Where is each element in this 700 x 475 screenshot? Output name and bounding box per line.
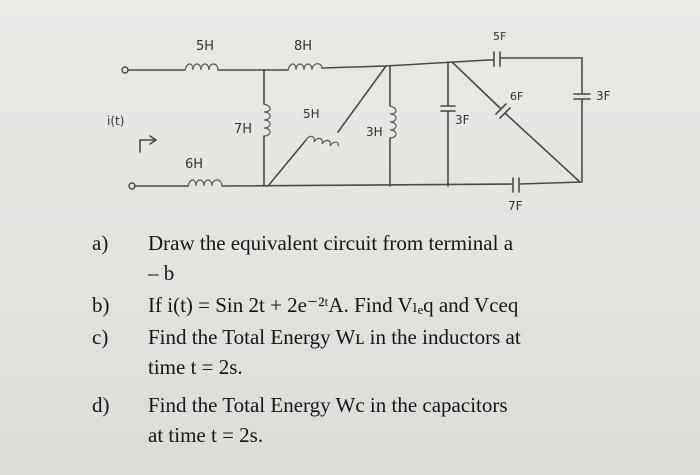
label-6h: 6H bbox=[185, 157, 204, 172]
current-source-arrow bbox=[140, 136, 156, 152]
question-d-line2: at time t = 2s. bbox=[148, 423, 264, 447]
label-5h-top: 5H bbox=[196, 39, 215, 54]
terminal-a bbox=[122, 67, 128, 73]
question-d bbox=[92, 390, 672, 450]
capacitor-vertical bbox=[441, 62, 455, 186]
question-a bbox=[92, 228, 652, 288]
capacitor-top bbox=[488, 52, 500, 66]
question-c-line1: Find the Total Energy Wʟ in the inductors at bbox=[148, 325, 521, 349]
question-a-letter: a) bbox=[92, 231, 109, 255]
label-7h: 7H bbox=[234, 122, 253, 137]
source-label: i(t) bbox=[107, 114, 125, 128]
label-8h: 8H bbox=[294, 39, 313, 54]
question-b bbox=[92, 290, 672, 322]
circuit-diagram bbox=[0, 0, 700, 220]
question-d-line1: Find the Total Energy Wc in the capacitors bbox=[148, 393, 508, 417]
capacitor-bottom bbox=[513, 178, 519, 192]
question-b-letter: b) bbox=[92, 293, 110, 317]
label-5h-diag: 5H bbox=[303, 107, 320, 121]
question-c bbox=[92, 322, 672, 382]
label-3f-right: 3F bbox=[596, 89, 611, 103]
question-b-line1: If i(t) = Sin 2t + 2e⁻²ᵗA. Find Vₗₑq and Vceq bbox=[148, 293, 519, 317]
question-c-line2: time t = 2s. bbox=[148, 355, 243, 379]
inductor-bottom bbox=[188, 180, 222, 186]
question-a-line2: – b bbox=[148, 261, 175, 285]
label-6f: 6F bbox=[510, 90, 524, 103]
inductor-top-left bbox=[185, 64, 218, 70]
label-3f-vertical: 3F bbox=[455, 113, 470, 127]
question-d-letter: d) bbox=[92, 393, 110, 417]
label-7f: 7F bbox=[508, 199, 523, 213]
terminal-b bbox=[129, 183, 135, 189]
question-c-letter: c) bbox=[92, 325, 109, 349]
inductor-vertical-left bbox=[264, 70, 270, 186]
question-a-line1: Draw the equivalent circuit from terminal a bbox=[148, 231, 514, 255]
bottom-wire bbox=[135, 182, 582, 186]
label-5f: 5F bbox=[493, 30, 507, 43]
label-3h: 3H bbox=[366, 125, 383, 139]
capacitor-diagonal bbox=[452, 62, 580, 182]
capacitor-right bbox=[574, 58, 590, 182]
inductor-top-mid bbox=[288, 64, 322, 70]
inductor-vertical-mid bbox=[390, 66, 396, 186]
